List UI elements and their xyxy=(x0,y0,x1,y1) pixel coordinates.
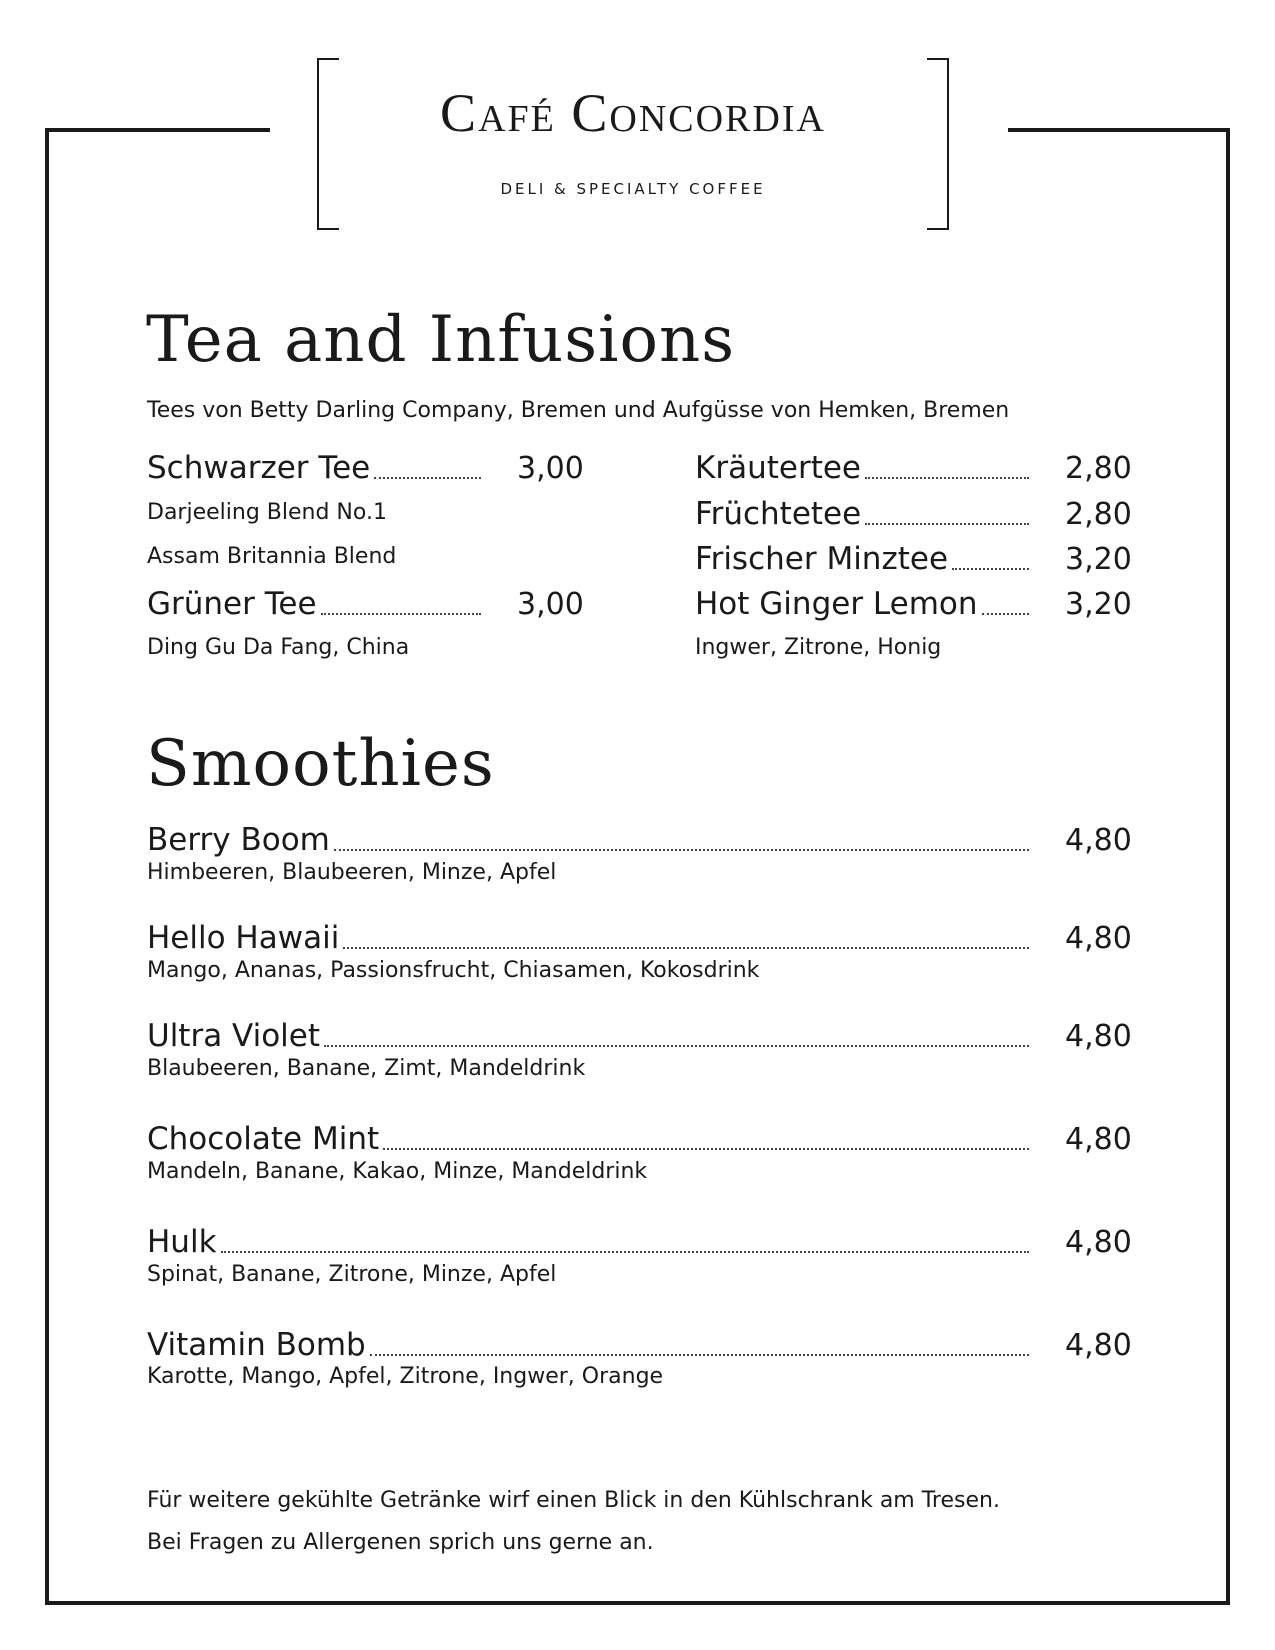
item-name: Kräutertee xyxy=(695,450,861,486)
frame-top-right xyxy=(1008,128,1230,132)
menu-item-kraeutertee xyxy=(695,448,1132,486)
logo-gap-bottom xyxy=(339,227,927,231)
item-name: Grüner Tee xyxy=(147,586,317,622)
item-name: Hot Ginger Lemon xyxy=(695,586,978,622)
tea-intro: Tees von Betty Darling Company, Bremen und Aufgüsse von Hemken, Bremen xyxy=(147,398,1010,423)
menu-item-vitamin-bomb xyxy=(147,1325,1132,1363)
menu-item-frischer-minztee xyxy=(695,539,1132,577)
item-price: 4,80 xyxy=(1065,1019,1132,1054)
item-price: 4,80 xyxy=(1065,1122,1132,1157)
smoothies-section-title: Smoothies xyxy=(146,727,495,801)
dot-leader xyxy=(865,523,1029,525)
dot-leader xyxy=(334,849,1029,851)
item-description: Blaubeeren, Banane, Zimt, Mandeldrink xyxy=(147,1056,586,1081)
dot-leader xyxy=(374,477,481,479)
item-description: Assam Britannia Blend xyxy=(147,544,397,569)
menu-item-fruechtetee xyxy=(695,494,1132,532)
item-description: Ding Gu Da Fang, China xyxy=(147,635,410,660)
dot-leader xyxy=(952,568,1029,570)
item-price: 2,80 xyxy=(1065,497,1132,532)
item-name: Schwarzer Tee xyxy=(147,450,371,486)
logo-subtitle: DELI & SPECIALTY COFFEE xyxy=(500,180,766,198)
dot-leader xyxy=(370,1354,1029,1356)
footer-note-allergens: Bei Fragen zu Allergenen sprich uns gerne an. xyxy=(147,1530,654,1555)
menu-item-schwarzer-tee xyxy=(147,448,584,486)
menu-item-berry-boom xyxy=(147,820,1132,858)
menu-item-chocolate-mint xyxy=(147,1119,1132,1157)
item-price: 4,80 xyxy=(1065,823,1132,858)
menu-item-hot-ginger-lemon xyxy=(695,584,1132,622)
dot-leader xyxy=(982,613,1029,615)
item-description: Mandeln, Banane, Kakao, Minze, Mandeldrink xyxy=(147,1159,648,1184)
dot-leader xyxy=(383,1148,1029,1150)
menu-item-hulk xyxy=(147,1222,1132,1260)
item-price: 4,80 xyxy=(1065,1225,1132,1260)
item-price: 3,20 xyxy=(1065,542,1132,577)
menu-item-hello-hawaii xyxy=(147,918,1132,956)
item-name: Früchtetee xyxy=(695,496,862,532)
item-price: 4,80 xyxy=(1065,1328,1132,1363)
cafe-logo xyxy=(317,58,949,230)
item-description: Ingwer, Zitrone, Honig xyxy=(695,635,942,660)
item-name: Vitamin Bomb xyxy=(147,1327,366,1363)
frame-bottom xyxy=(45,1601,1230,1605)
dot-leader xyxy=(324,1045,1029,1047)
item-name: Chocolate Mint xyxy=(147,1121,380,1157)
item-description: Mango, Ananas, Passionsfrucht, Chiasamen, Kokosdrink xyxy=(147,958,760,983)
frame-top-left xyxy=(45,128,270,132)
dot-leader xyxy=(221,1251,1029,1253)
dot-leader xyxy=(865,477,1029,479)
frame-right xyxy=(1226,128,1230,1605)
menu-item-ultra-violet xyxy=(147,1016,1132,1054)
item-name: Frischer Minztee xyxy=(695,541,949,577)
item-name: Hello Hawaii xyxy=(147,920,340,956)
logo-title: Café Concordia xyxy=(440,83,826,143)
item-price: 3,00 xyxy=(517,451,584,486)
item-description: Karotte, Mango, Apfel, Zitrone, Ingwer, Orange xyxy=(147,1364,664,1389)
item-price: 4,80 xyxy=(1065,921,1132,956)
footer-note-fridge: Für weitere gekühlte Getränke wirf einen Blick in den Kühlschrank am Tresen. xyxy=(147,1488,1000,1513)
item-name: Ultra Violet xyxy=(147,1018,320,1054)
item-description: Spinat, Banane, Zitrone, Minze, Apfel xyxy=(147,1262,557,1287)
dot-leader xyxy=(321,613,481,615)
menu-item-gruener-tee xyxy=(147,584,584,622)
frame-left xyxy=(45,128,49,1605)
item-name: Berry Boom xyxy=(147,822,330,858)
item-description: Himbeeren, Blaubeeren, Minze, Apfel xyxy=(147,860,557,885)
item-description: Darjeeling Blend No.1 xyxy=(147,500,387,525)
logo-gap-top xyxy=(339,57,927,61)
item-price: 2,80 xyxy=(1065,451,1132,486)
item-name: Hulk xyxy=(147,1224,217,1260)
dot-leader xyxy=(343,947,1029,949)
item-price: 3,20 xyxy=(1065,587,1132,622)
item-price: 3,00 xyxy=(517,587,584,622)
tea-section-title: Tea and Infusions xyxy=(146,303,736,377)
